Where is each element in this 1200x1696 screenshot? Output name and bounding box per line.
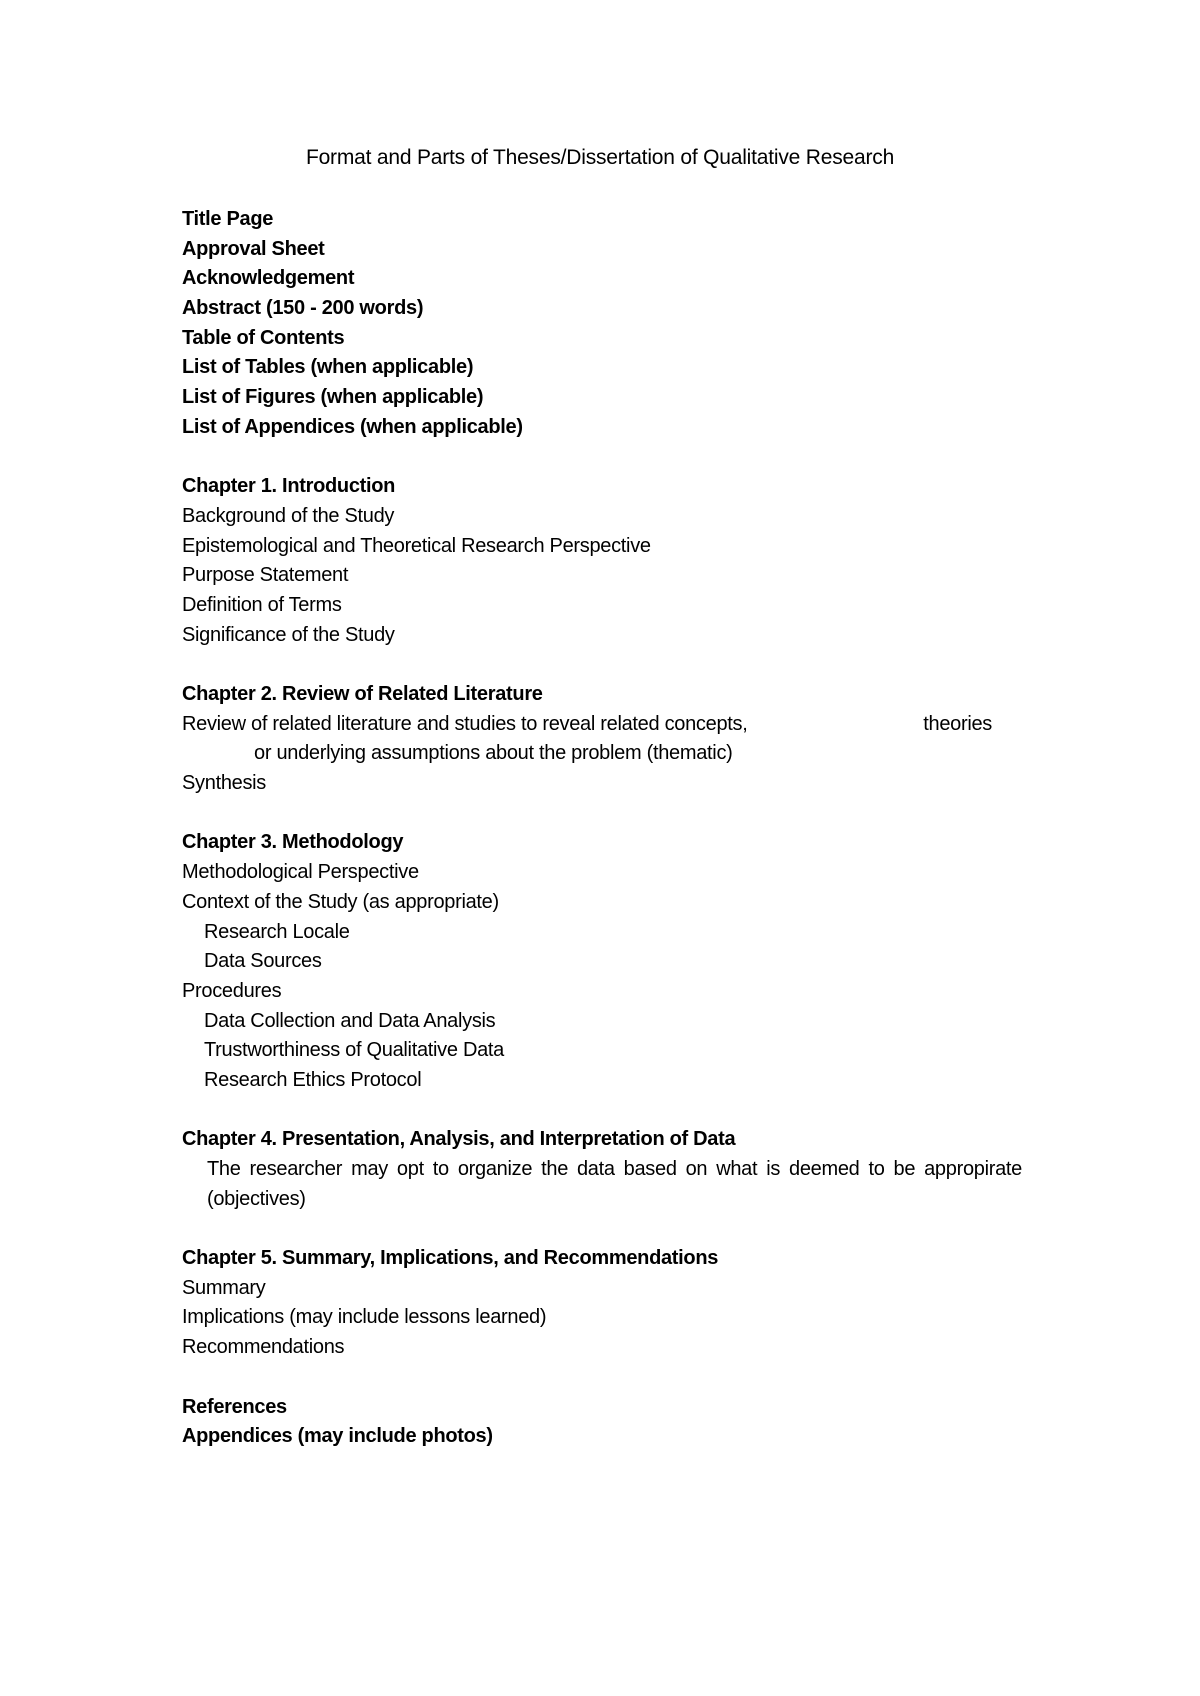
chapter1-item: Significance of the Study <box>182 623 395 646</box>
front-matter-item: List of Figures (when applicable) <box>182 386 484 409</box>
chapter3-procedures: Procedures <box>182 979 282 1002</box>
front-matter-item: Abstract (150 - 200 words) <box>182 297 424 320</box>
chapter3-methodological-perspective: Methodological Perspective <box>182 861 419 884</box>
chapter3-context: Context of the Study (as appropriate) <box>182 890 499 913</box>
spacer <box>182 443 1022 473</box>
front-matter-item: List of Tables (when applicable) <box>182 356 474 379</box>
chapter2-synthesis: Synthesis <box>182 772 267 795</box>
chapter3-heading: Chapter 3. Methodology <box>182 831 404 854</box>
chapter5-item: Summary <box>182 1276 266 1299</box>
spacer <box>182 650 1022 680</box>
front-matter-item: List of Appendices (when applicable) <box>182 415 523 438</box>
chapter2-heading: Chapter 2. Review of Related Literature <box>182 683 543 705</box>
front-matter-item: Acknowledgement <box>182 267 355 290</box>
front-matter-item: Title Page <box>182 208 274 230</box>
chapter2-review-part1: Review of related literature and studies to reveal related concepts, <box>182 712 748 735</box>
chapter1-item: Definition of Terms <box>182 593 342 616</box>
document-body <box>182 205 1022 1452</box>
chapter3-procedure-item: Data Collection and Data Analysis <box>204 1009 496 1032</box>
front-matter-item: Approval Sheet <box>182 237 325 260</box>
document-title: Format and Parts of Theses/Dissertation of Qualitative Research <box>305 146 895 169</box>
chapter1-item: Epistemological and Theoretical Research Perspective <box>182 534 651 557</box>
chapter2-review-continuation: or underlying assumptions about the problem (thematic) <box>254 742 733 765</box>
chapter1-item: Background of the Study <box>182 504 395 527</box>
chapter5-item: Recommendations <box>182 1336 345 1359</box>
chapter1-item: Purpose Statement <box>182 564 349 587</box>
back-matter-item: References <box>182 1395 287 1418</box>
spacer <box>182 1096 1022 1126</box>
front-matter-item: Table of Contents <box>182 326 345 349</box>
chapter3-context-item: Data Sources <box>204 950 322 973</box>
chapter3-procedure-item: Trustworthiness of Qualitative Data <box>204 1039 504 1062</box>
back-matter-item: Appendices (may include photos) <box>182 1425 493 1448</box>
chapter3-procedure-item: Research Ethics Protocol <box>204 1068 422 1091</box>
chapter2-review-line <box>182 710 992 740</box>
chapter5-heading: Chapter 5. Summary, Implications, and Recommendations <box>182 1247 719 1270</box>
chapter2-review-part2: theories <box>923 712 992 735</box>
chapter4-paragraph: The researcher may opt to organize the data based on what is deemed to be appropirate (objectives) <box>207 1158 1022 1210</box>
spacer <box>182 1363 1022 1393</box>
spacer <box>182 1214 1022 1244</box>
chapter1-heading: Chapter 1. Introduction <box>182 475 396 498</box>
chapter5-item: Implications (may include lessons learned) <box>182 1306 547 1329</box>
chapter3-context-item: Research Locale <box>204 920 350 943</box>
spacer <box>182 799 1022 829</box>
chapter4-heading: Chapter 4. Presentation, Analysis, and Interpretation of Data <box>182 1128 736 1151</box>
